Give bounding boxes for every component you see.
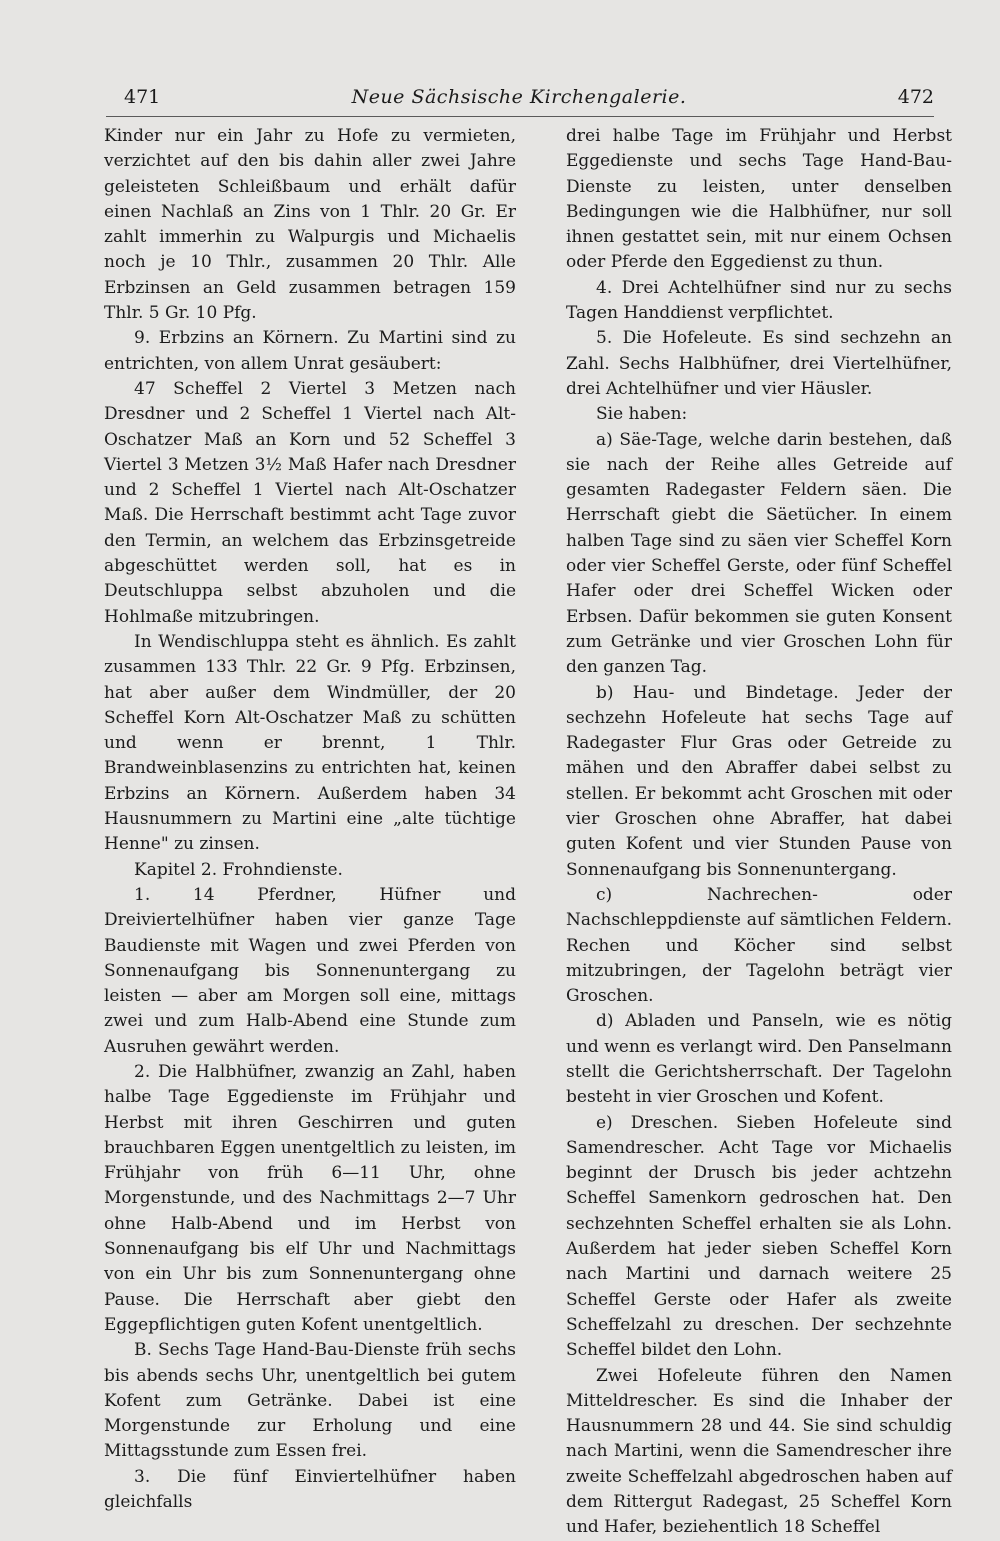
- paragraph: 2. Die Halbhüfner, zwanzig an Zahl, haben halbe Tage Eggedienste im Frühjahr und Herbst mit ihren Geschirren und guten brauchbaren Eggen unentgeltlich zu leisten, im Frühjahr von früh 6—11 Uhr, ohne Morgenstunde, und des Nachmittags 2—7 Uhr ohne Halb-Abend und im Herbst von Sonnenaufgang bis elf Uhr und Nachmittags von ein Uhr bis zum Sonnenuntergang ohne Pause. Die Herrschaft aber giebt den Eggepflichtigen guten Kofent unentgeltlich.: [104, 1061, 516, 1335]
- paragraph: 5. Die Hofeleute. Es sind sechzehn an Zahl. Sechs Halbhüfner, drei Viertelhüfner, drei Achtelhüfner und vier Häusler.: [566, 328, 952, 399]
- paragraph: c) Nachrechen- oder Nachschleppdienste auf sämtlichen Feldern. Rechen und Köcher sind selbst mitzubringen, der Tagelohn beträgt vier Groschen.: [566, 884, 952, 1007]
- paragraph: 1. 14 Pferdner, Hüfner und Dreiviertelhüfner haben vier ganze Tage Baudienste mit Wagen und zwei Pferden von Sonnenaufgang bis Sonnenuntergang zu leisten — aber am Morgen soll eine, mittags zwei und zum Halb-Abend eine Stunde zum Ausruhen gewährt werden.: [104, 884, 516, 1057]
- paragraph: In Wendischluppa steht es ähnlich. Es zahlt zusammen 133 Thlr. 22 Gr. 9 Pfg. Erbzinsen, hat aber außer dem Windmüller, der 20 Scheffel Korn Alt-Oschatzer Maß zu schütten und wenn er brennt, 1 Thlr. Brandweinblasenzins zu entrichten hat, keinen Erbzins an Körnern. Außerdem haben 34 Hausnummern zu Martini eine „alte tüchtige Henne" zu zinsen.: [104, 631, 516, 855]
- paragraph: B. Sechs Tage Hand-Bau-Dienste früh sechs bis abends sechs Uhr, unentgeltlich bei gutem Kofent zum Getränke. Dabei ist eine Morgenstunde zur Erholung und eine Mittagsstunde zum Essen frei.: [104, 1340, 516, 1462]
- paragraph: e) Dreschen. Sieben Hofeleute sind Samendrescher. Acht Tage vor Michaelis beginnt der Drusch bis jeder achtzehn Scheffel Samenkorn gedroschen hat. Den sechzehnten Scheffel erhalten sie als Lohn. Außerdem hat jeder sieben Scheffel Korn nach Martini und darnach weitere 25 Scheffel Gerste oder Hafer als zweite Scheffelzahl zu dreschen. Der sechzehnte Scheffel bildet den Lohn.: [566, 1112, 952, 1361]
- paragraph: 9. Erbzins an Körnern. Zu Martini sind zu entrichten, von allem Unrat gesäubert:: [104, 328, 516, 374]
- paragraph: Zwei Hofeleute führen den Namen Mitteldrescher. Es sind die Inhaber der Hausnummern 28 und 44. Sie sind schuldig nach Martini, wenn die Samendrescher ihre zweite Scheffelzahl abgedroschen haben auf dem Rittergut Radegast, 25 Scheffel Korn und Hafer, beziehentlich 18 Scheffel: [566, 1365, 952, 1538]
- paragraph: 4. Drei Achtelhüfner sind nur zu sechs Tagen Handdienst verpflichtet.: [566, 277, 952, 324]
- paragraph: 3. Die fünf Einviertelhüfner haben gleichfalls: [104, 1466, 516, 1513]
- running-title: Neue Sächsische Kirchengalerie.: [351, 86, 687, 108]
- paragraph: Sie haben:: [596, 404, 688, 425]
- header-rule: [106, 116, 934, 117]
- page-number-right: 472: [897, 86, 934, 108]
- paragraph: 47 Scheffel 2 Viertel 3 Metzen nach Dresdner und 2 Scheffel 1 Viertel nach Alt-Oschatzer Maß an Korn und 52 Scheffel 3 Viertel 3 Metzen 3½ Maß Hafer nach Dresdner und 2 Scheffel 1 Viertel nach Alt-Oschatzer Maß. Die Herrschaft bestimmt acht Tage zuvor den Termin, an welchem das Erbzinsgetreide abgeschüttet werden soll, hat es in Deutschluppa selbst abzuholen und die Hohlmaße mitzubringen.: [104, 378, 516, 627]
- chapter-heading: Kapitel 2. Frohndienste.: [134, 859, 343, 880]
- paragraph: Kinder nur ein Jahr zu Hofe zu vermieten, verzichtet auf den bis dahin aller zwei Jahre geleisteten Schleißbaum und erhält dafür einen Nachlaß an Zins von 1 Thlr. 20 Gr. Er zahlt immerhin zu Walpurgis und Michaelis noch je 10 Thlr., zusammen 20 Thlr. Alle Erbzinsen an Geld zusammen betragen 159 Thlr. 5 Gr. 10 Pfg.: [104, 126, 516, 324]
- paragraph: b) Hau- und Bindetage. Jeder der sechzehn Hofeleute hat sechs Tage auf Radegaster Flur Gras oder Getreide zu mähen und den Abraffer dabei selbst zu stellen. Er bekommt acht Groschen mit oder vier Groschen ohne Abraffer, hat dabei guten Kofent und vier Stunden Pause von Sonnenaufgang bis Sonnenuntergang.: [566, 682, 952, 880]
- paragraph: drei halbe Tage im Frühjahr und Herbst Eggedienste und sechs Tage Hand-Bau-Dienste zu leisten, unter denselben Bedingungen wie die Halbhüfner, nur soll ihnen gestattet sein, mit nur einem Ochsen oder Pferde den Eggedienst zu thun.: [566, 126, 952, 273]
- paragraph: a) Säe-Tage, welche darin bestehen, daß sie nach der Reihe alles Getreide auf gesamten Radegaster Feldern säen. Die Herrschaft giebt die Säetücher. In einem halben Tage sind zu säen vier Scheffel Korn oder vier Scheffel Gerste, oder fünf Scheffel Hafer oder drei Scheffel Wicken oder Erbsen. Dafür bekommen sie guten Konsent zum Getränke und vier Groschen Lohn für den ganzen Tag.: [566, 429, 952, 678]
- right-column: [566, 124, 952, 1541]
- page-number-left: 471: [124, 86, 161, 108]
- paragraph: d) Abladen und Panseln, wie es nötig und wenn es verlangt wird. Den Panselmann stellt die Gerichtsherrschaft. Der Tagelohn besteht in vier Groschen und Kofent.: [566, 1011, 952, 1108]
- left-column: [104, 124, 516, 1515]
- page-header: [104, 84, 934, 114]
